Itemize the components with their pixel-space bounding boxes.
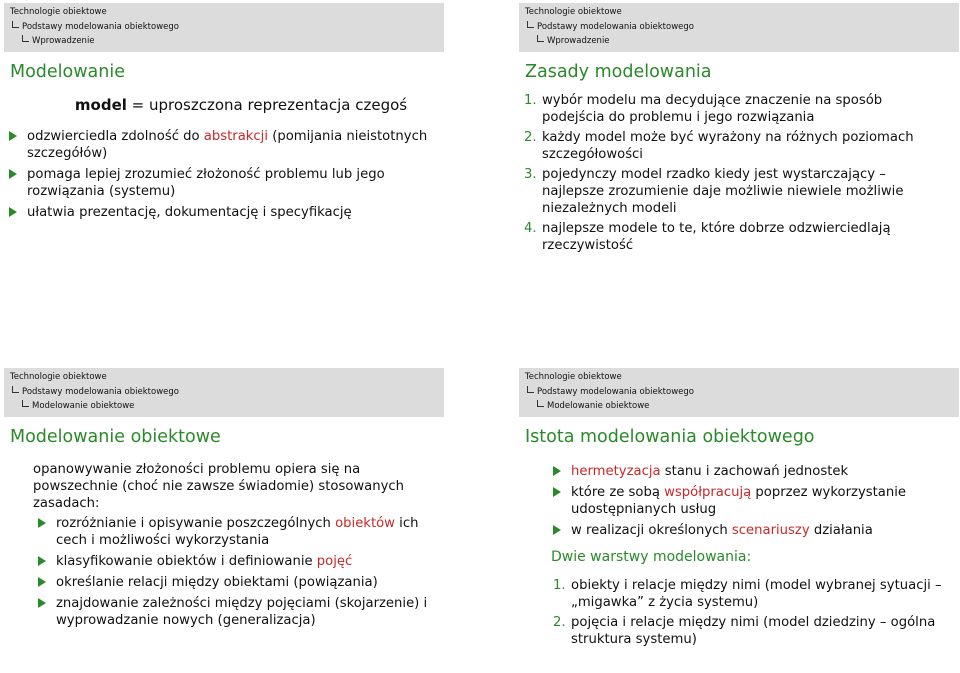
item-text: wybór modelu ma decydujące znaczenie na sposób podejścia do problemu i jego rozwiązania — [542, 93, 883, 125]
numbered-item — [519, 220, 945, 254]
bullet-triangle-icon — [38, 577, 46, 587]
item-number: 3. — [524, 167, 537, 182]
breadcrumb-level-3[interactable]: Wprowadzenie — [537, 35, 610, 46]
highlighted-term: współpracują — [664, 485, 752, 500]
bullet-triangle-icon — [9, 207, 17, 217]
bullet-text: określanie relacji między obiektami (powiązania) — [56, 575, 378, 590]
bullet-triangle-icon — [9, 169, 17, 179]
bullet-text: odzwierciedla zdolność do — [27, 129, 204, 144]
bullet-triangle-icon — [38, 598, 46, 608]
highlighted-term: scenariuszy — [731, 523, 810, 538]
bullet-item — [4, 166, 434, 200]
bullet-item — [548, 463, 943, 480]
breadcrumb-level-1[interactable]: Technologie obiektowe — [10, 7, 107, 17]
bullet-text: które ze sobą — [571, 485, 665, 500]
bullet-text: ułatwia prezentację, dokumentację i specyfikację — [27, 205, 352, 220]
breadcrumb-level-2[interactable]: Podstawy modelowania obiektowego — [12, 386, 179, 397]
bullet-text: działania — [809, 523, 873, 538]
bullet-list — [548, 463, 943, 539]
numbered-item — [548, 577, 943, 611]
slide-title: Istota modelowania obiektowego — [525, 427, 815, 447]
bullet-text: w realizacji określonych — [571, 523, 732, 538]
tree-corner-icon — [527, 21, 534, 28]
tree-corner-icon — [537, 35, 544, 42]
item-number: 1. — [524, 93, 537, 108]
slide-header — [4, 3, 444, 52]
item-text: pojedynczy model rzadko kiedy jest wystarczający – najlepsze zrozumienie daje możliwie niewiele możliwie niezależnych modeli — [542, 167, 904, 216]
bullet-text: stanu i zachowań jednostek — [660, 464, 849, 479]
item-number: 1. — [553, 578, 566, 593]
breadcrumb-level-2[interactable]: Podstawy modelowania obiektowego — [527, 21, 694, 32]
breadcrumb-level-3[interactable]: Wprowadzenie — [22, 35, 95, 46]
bullet-triangle-icon — [553, 525, 561, 535]
breadcrumb-level-3[interactable]: Modelowanie obiektowe — [537, 400, 649, 411]
bullet-item — [548, 522, 943, 539]
bullet-list — [4, 128, 434, 221]
numbered-item — [519, 129, 945, 163]
slide-title: Modelowanie obiektowe — [10, 427, 221, 447]
breadcrumb-level-1[interactable]: Technologie obiektowe — [525, 7, 622, 17]
tree-corner-icon — [537, 400, 544, 407]
slide-modelowanie-obiektowe — [4, 368, 444, 673]
bullet-text: poprzez wykorzystanie udostępnianych usług — [571, 485, 907, 517]
tree-corner-icon — [12, 21, 19, 28]
bullet-text: klasyfikowanie obiektów i definiowanie — [56, 554, 317, 569]
highlighted-term: abstrakcji — [203, 129, 269, 144]
item-text: pojęcia i relacje między nimi (model dziedziny – ogólna struktura systemu) — [571, 615, 936, 647]
slide-header — [519, 368, 959, 417]
numbered-item — [519, 92, 945, 126]
bullet-item — [33, 574, 428, 591]
slide-istota-modelowania — [519, 368, 959, 673]
numbered-item — [519, 166, 945, 217]
breadcrumb-level-2[interactable]: Podstawy modelowania obiektowego — [527, 386, 694, 397]
bullet-list — [33, 515, 428, 629]
item-text: najlepsze modele to te, które dobrze odzwierciedlają rzeczywistość — [542, 221, 891, 253]
slide-modelowanie — [4, 3, 444, 308]
item-number: 2. — [524, 130, 537, 145]
tree-corner-icon — [12, 386, 19, 393]
numbered-list — [519, 92, 945, 254]
highlighted-term: obiektów — [335, 516, 395, 531]
bullet-text: pomaga lepiej zrozumieć złożoność problemu lub jego rozwiązania (systemu) — [27, 167, 385, 199]
slide-title: Zasady modelowania — [525, 62, 712, 82]
highlighted-term: pojęć — [316, 554, 353, 569]
bullet-text: (pomijania nieistotnych szczegółów) — [27, 129, 428, 161]
slide-header — [4, 368, 444, 417]
bullet-item — [4, 128, 434, 162]
highlighted-term: hermetyzacja — [571, 464, 661, 479]
tree-corner-icon — [527, 386, 534, 393]
bullet-triangle-icon — [553, 466, 561, 476]
item-text: obiekty i relacje między nimi (model wybranej sytuacji – „migawka” z życia systemu) — [571, 578, 942, 610]
bullet-item — [548, 484, 943, 518]
bullet-triangle-icon — [9, 131, 17, 141]
bullet-item — [33, 515, 428, 549]
bullet-triangle-icon — [38, 518, 46, 528]
slide-header — [519, 3, 959, 52]
bullet-text: rozróżnianie i opisywanie poszczególnych — [56, 516, 336, 531]
slide-zasady-modelowania — [519, 3, 959, 308]
bullet-triangle-icon — [38, 556, 46, 566]
item-text: każdy model może być wyrażony na różnych poziomach szczegółowości — [542, 130, 914, 162]
slide-subtitle: Dwie warstwy modelowania: — [551, 549, 752, 565]
tree-corner-icon — [22, 35, 29, 42]
bullet-item — [4, 204, 434, 221]
bullet-text: ich cech i możliwości wykorzystania — [56, 516, 419, 548]
breadcrumb-level-2[interactable]: Podstawy modelowania obiektowego — [12, 21, 179, 32]
numbered-item — [548, 614, 943, 648]
tree-corner-icon — [22, 400, 29, 407]
breadcrumb-level-3[interactable]: Modelowanie obiektowe — [22, 400, 134, 411]
item-number: 2. — [553, 615, 566, 630]
bullet-text: znajdowanie zależności między pojęciami (skojarzenie) i wyprowadzanie nowych (generalizacja) — [56, 596, 428, 628]
slide-title: Modelowanie — [10, 62, 126, 82]
intro-paragraph: opanowywanie złożoności problemu opiera się na powszechnie (choć nie zawsze świadomie) stosowanych zasadach: — [33, 462, 405, 511]
item-number: 4. — [524, 221, 537, 236]
breadcrumb-level-1[interactable]: Technologie obiektowe — [10, 372, 107, 382]
numbered-list — [548, 577, 943, 648]
breadcrumb-level-1[interactable]: Technologie obiektowe — [525, 372, 622, 382]
bullet-triangle-icon — [553, 487, 561, 497]
bullet-item — [33, 553, 428, 570]
definition-line: model = uproszczona reprezentacja czegoś — [74, 96, 408, 114]
bullet-item — [33, 595, 428, 629]
